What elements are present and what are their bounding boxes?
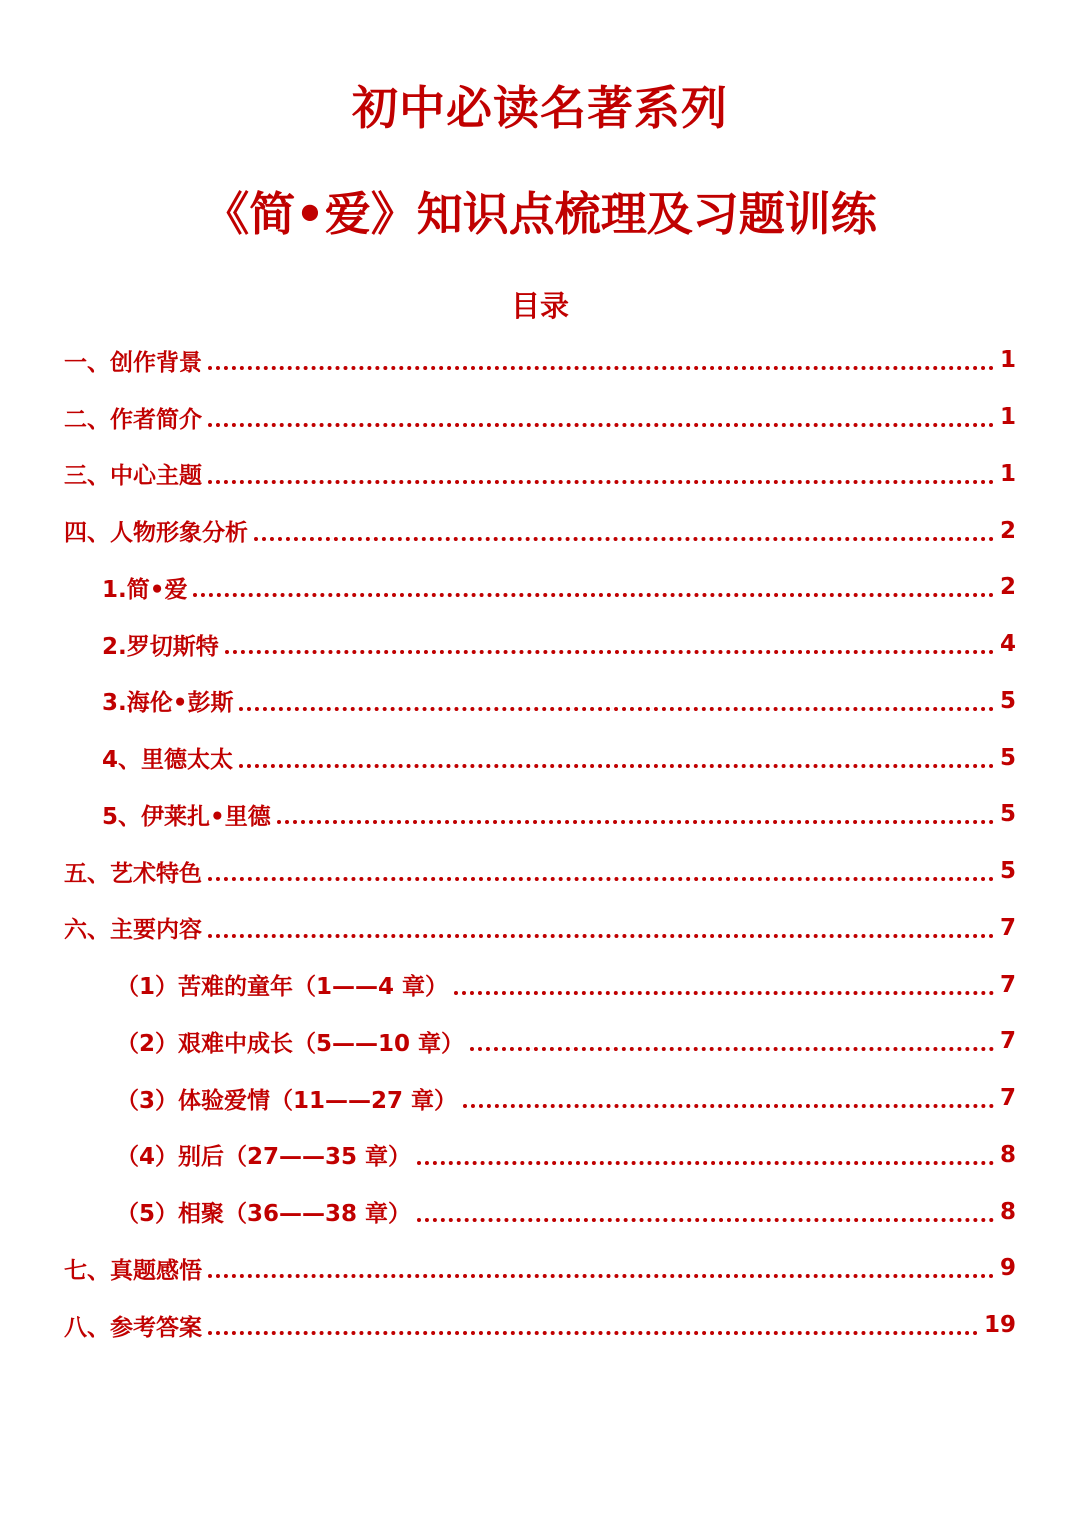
toc-entry-label: 八、参考答案 [64,1314,202,1341]
toc-entry-page: 8 [999,1141,1016,1168]
toc-leader-dots [463,1104,994,1108]
toc-entry-page: 7 [999,914,1016,941]
toc-entry-page: 7 [999,971,1016,998]
toc-entry-label: 三、中心主题 [64,463,202,490]
toc-entry-label: （4）别后（27——35 章） [116,1144,412,1171]
toc-subentry[interactable] [64,729,1016,786]
toc-entry-label: 四、人物形象分析 [64,520,248,547]
toc-leader-dots [208,1274,994,1278]
toc-subentry[interactable] [64,673,1016,730]
toc-leader-dots [208,366,994,370]
toc-entry-label: （1）苦难的童年（1——4 章） [116,974,449,1001]
toc-leader-dots [454,991,994,995]
toc-entry-label: 七、真题感悟 [64,1257,202,1284]
toc-entry-page: 1 [999,460,1016,487]
toc-entry-page: 5 [999,744,1016,771]
toc-entry-label: （5）相聚（36——38 章） [116,1201,412,1228]
toc-entry[interactable] [64,1297,1016,1354]
toc-leader-dots [417,1161,994,1165]
toc-entry-label: 2.罗切斯特 [102,633,219,660]
toc-leader-dots [225,650,994,654]
toc-subentry[interactable] [64,1127,1016,1184]
toc-entry[interactable] [64,843,1016,900]
toc-entry-page: 7 [999,1085,1016,1112]
toc-subentry[interactable] [64,1013,1016,1070]
toc-entry-label: 五、艺术特色 [64,860,202,887]
toc-entry-label: 二、作者简介 [64,406,202,433]
toc-entry-page: 2 [999,574,1016,601]
toc-entry[interactable] [64,1240,1016,1297]
toc-entry-page: 5 [999,801,1016,828]
toc-subentry[interactable] [64,786,1016,843]
toc-entry-label: 1.简•爱 [102,576,188,603]
toc-subentry[interactable] [64,1183,1016,1240]
toc-leader-dots [208,877,994,881]
toc-leader-dots [254,537,994,541]
toc-leader-dots [417,1218,994,1222]
toc-entry[interactable] [64,332,1016,389]
toc-entry-page: 9 [999,1255,1016,1282]
toc-heading: 目录 [510,289,569,323]
toc-entry-page: 8 [999,1198,1016,1225]
toc-leader-dots [208,1331,978,1335]
document-subtitle: 《简•爱》知识点梳理及习题训练 [203,187,877,241]
table-of-contents [64,332,1016,1354]
toc-entry-page: 1 [999,404,1016,431]
toc-entry[interactable] [64,900,1016,957]
toc-entry-label: 一、创作背景 [64,349,202,376]
toc-entry-label: 5、伊莱扎•里德 [102,803,271,830]
toc-subentry[interactable] [64,1070,1016,1127]
toc-leader-dots [208,423,994,427]
toc-entry-page: 5 [999,687,1016,714]
toc-leader-dots [470,1047,994,1051]
toc-entry[interactable] [64,389,1016,446]
toc-entry-page: 19 [983,1312,1016,1339]
toc-entry[interactable] [64,446,1016,503]
toc-entry-label: 4、里德太太 [102,747,234,774]
toc-subentry[interactable] [64,616,1016,673]
toc-entry-label: （3）体验爱情（11——27 章） [116,1087,458,1114]
toc-entry-page: 5 [999,858,1016,885]
toc-leader-dots [239,707,994,711]
toc-leader-dots [239,764,994,768]
toc-entry-label: 六、主要内容 [64,917,202,944]
toc-entry[interactable] [64,502,1016,559]
document-title: 初中必读名著系列 [352,81,728,135]
toc-entry-page: 2 [999,517,1016,544]
toc-entry-page: 1 [999,347,1016,374]
toc-leader-dots [277,820,994,824]
toc-leader-dots [208,934,994,938]
toc-leader-dots [208,480,994,484]
toc-entry-label: （2）艰难中成长（5——10 章） [116,1030,465,1057]
toc-entry-page: 4 [999,631,1016,658]
toc-subentry[interactable] [64,559,1016,616]
toc-subentry[interactable] [64,956,1016,1013]
toc-entry-label: 3.海伦•彭斯 [102,690,234,717]
toc-entry-page: 7 [999,1028,1016,1055]
toc-leader-dots [193,593,994,597]
